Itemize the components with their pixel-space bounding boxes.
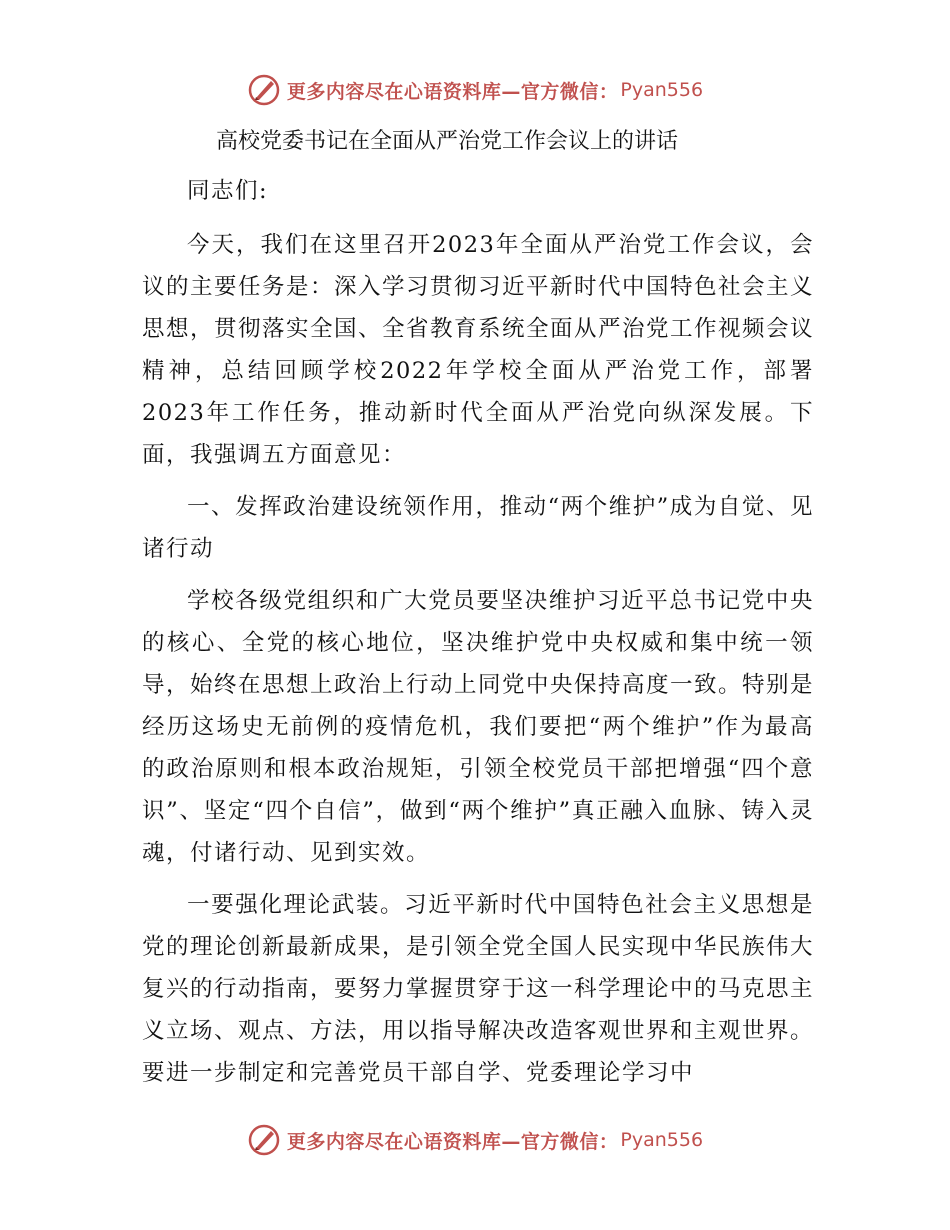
watermark-text: 更多内容尽在心语资料库—官方微信： (286, 1130, 619, 1153)
watermark-wechat-id: Pyan556 (620, 1129, 704, 1151)
quill-pen-logo-icon (247, 1123, 281, 1157)
paragraph-section-1: 学校各级党组织和广大党员要坚决维护习近平总书记党中央的核心、全党的核心地位，坚决维护党中央权威和集中统一领导，始终在思想上政治上行动上同党中央保持高度一致。特别是经历这场史无前例的疫情危机，我们要把“两个维护”作为最高的政治原则和根本政治规矩，引领全校党员干部把增强“四个意识”、坚定“四个自信”，做到“两个维护”真正融入血脉、铸入灵魂，付诸行动、见到实效。 (142, 588, 815, 866)
watermark-header (0, 70, 950, 110)
quill-pen-logo-icon (247, 73, 281, 107)
salutation: 同志们: (187, 178, 269, 204)
watermark-text: 更多内容尽在心语资料库—官方微信： (286, 80, 619, 103)
paragraph-theory: 一要强化理论武装。习近平新时代中国特色社会主义思想是党的理论创新最新成果，是引领全党全国人民实现中华民族伟大复兴的行动指南，要努力掌握贯穿于这一科学理论中的马克思主义立场、观点、方法，用以指导解决改造客观世界和主观世界。要进一步制定和完善党员干部自学、党委理论学习中 (142, 892, 815, 1086)
watermark-wechat-id: Pyan556 (620, 79, 704, 101)
paragraph-intro: 今天，我们在这里召开2023年全面从严治党工作会议，会议的主要任务是：深入学习贯彻习近平新时代中国特色社会主义思想，贯彻落实全国、全省教育系统全面从严治党工作视频会议精神，总结回顾学校2022年学校全面从严治党工作，部署2023年工作任务，推动新时代全面从严治党向纵深发展。下面，我强调五方面意见： (142, 232, 815, 468)
watermark-footer (0, 1120, 950, 1160)
section-heading-1: 一、发挥政治建设统领作用，推动“两个维护”成为自觉、见诸行动 (142, 494, 814, 562)
document-body (142, 120, 814, 1104)
document-title: 高校党委书记在全面从严治党工作会议上的讲话 (216, 129, 679, 154)
